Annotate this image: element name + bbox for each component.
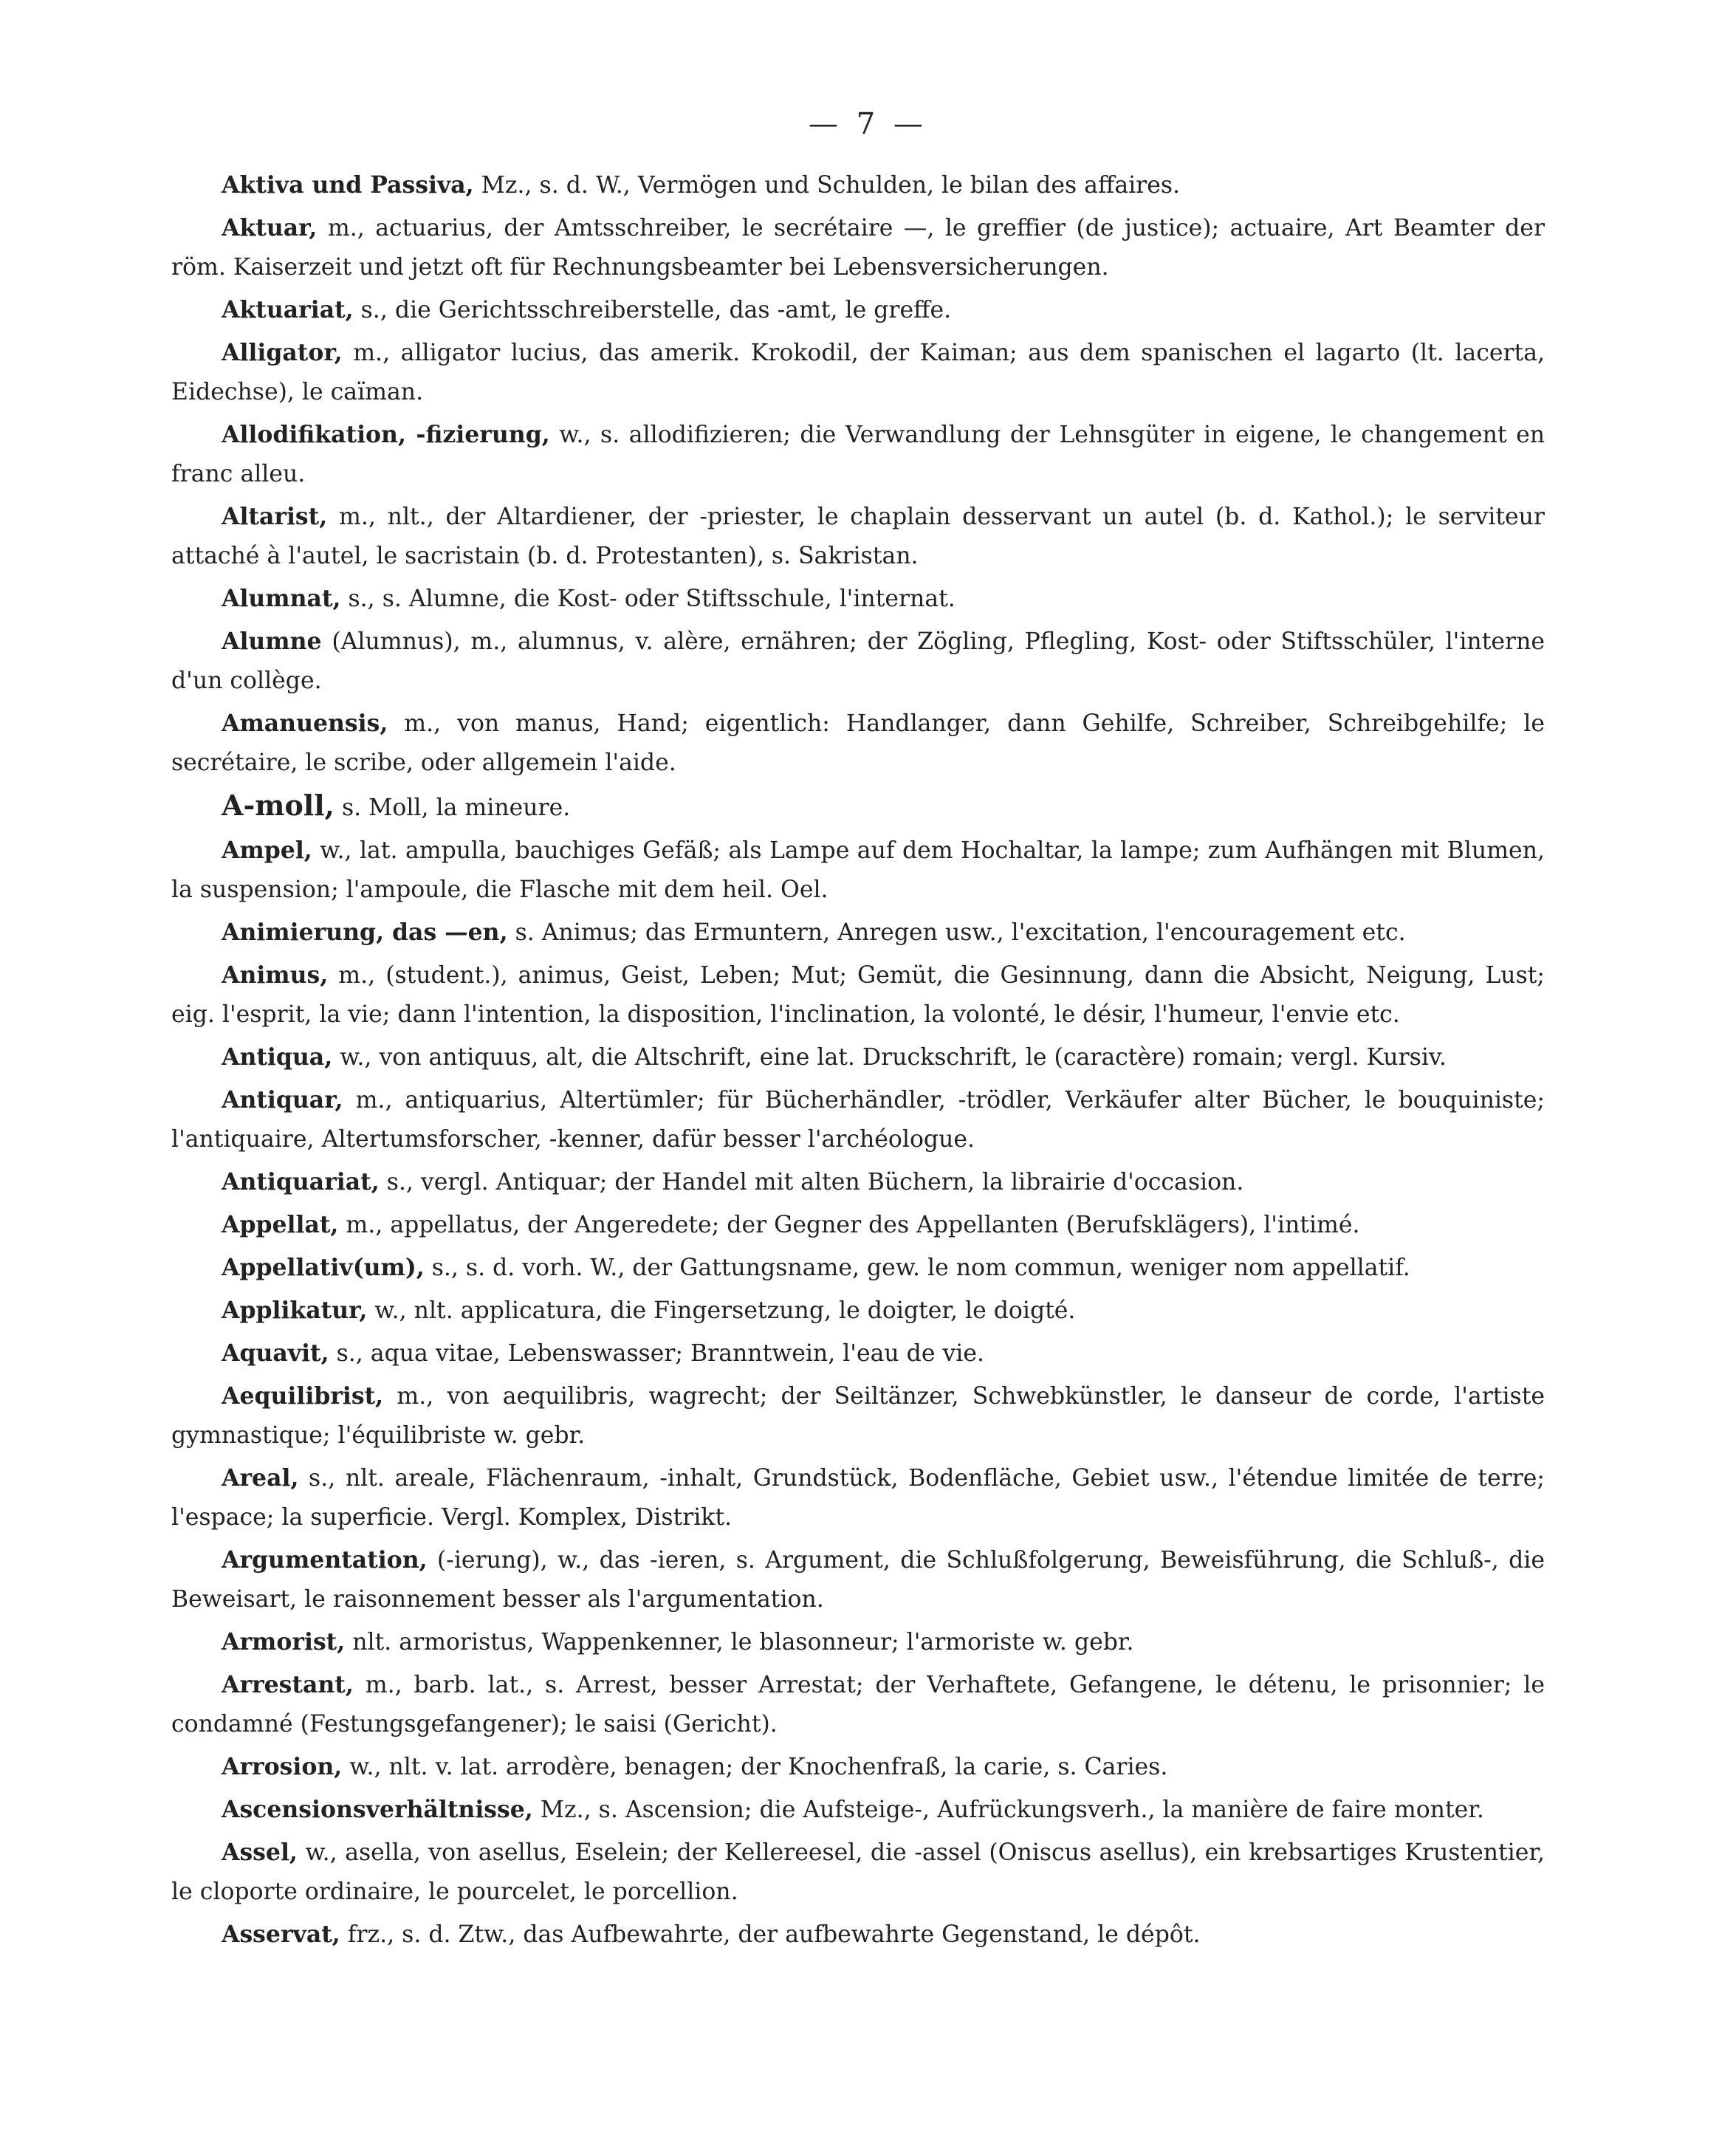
entry-headword: Antiqua, — [222, 1043, 333, 1071]
entry-headword: Areal, — [222, 1464, 299, 1492]
entry-definition: m., von aequilibris, wagrecht; der Seiltänzer, Schwebkünstler, le danseur de corde, l'artiste gymnastique; l'équilibriste w. gebr. — [171, 1383, 1545, 1449]
entry-definition: w., nlt. applicatura, die Fingersetzung, le doigter, le doigté. — [374, 1297, 1076, 1324]
entry-headword: Appellativ(um), — [222, 1254, 425, 1281]
dictionary-entry — [171, 1248, 1545, 1288]
dictionary-entry — [171, 1376, 1545, 1455]
entry-definition: s. Moll, la mineure. — [341, 795, 571, 821]
entry-headword: Alligator, — [222, 339, 343, 366]
entry-definition: Mz., s. d. W., Vermögen und Schulden, le bilan des affaires. — [481, 172, 1181, 199]
entry-definition: nlt. armoristus, Wappenkenner, le blasonneur; l'armoriste w. gebr. — [352, 1629, 1134, 1656]
entry-definition: m., actuarius, der Amtsschreiber, le secrétaire —, le greffier (de justice); actuaire, Art Beamter der röm. Kaiserzeit und jetzt oft für Rechnungsbeamter bei Lebensversicherungen. — [171, 215, 1545, 281]
entry-headword: A-moll, — [222, 789, 334, 822]
dictionary-entry — [171, 786, 1545, 828]
dictionary-entry — [171, 1540, 1545, 1619]
entry-headword: Antiquar, — [222, 1086, 343, 1114]
dictionary-entry — [171, 1665, 1545, 1744]
entry-definition: w., nlt. v. lat. arrodère, benagen; der Knochenfraß, la carie, s. Caries. — [349, 1754, 1168, 1780]
entry-headword: Alumnat, — [222, 585, 341, 612]
entry-headword: Applikatur, — [222, 1297, 368, 1324]
dictionary-entry — [171, 1458, 1545, 1537]
dictionary-entry — [171, 1162, 1545, 1202]
page-number: — 7 — — [809, 107, 927, 141]
entry-headword: Armorist, — [222, 1628, 346, 1656]
dictionary-entry — [171, 913, 1545, 953]
dictionary-entry — [171, 165, 1545, 205]
entry-definition: Mz., s. Ascension; die Aufsteige-, Aufrückungsverh., la manière de faire monter. — [540, 1797, 1484, 1823]
entry-definition: s., aqua vitae, Lebenswasser; Branntwein, l'eau de vie. — [336, 1340, 985, 1367]
entry-headword: Aktuar, — [222, 214, 318, 241]
entry-definition: w., asella, von asellus, Eselein; der Kellereesel, die -assel (Oniscus asellus), ein krebsartiges Krustentier, le cloporte ordinaire, le pourcelet, le porcellion. — [171, 1839, 1545, 1905]
dictionary-entry — [171, 290, 1545, 330]
entry-headword: Allodifikation, -fizierung, — [222, 421, 550, 448]
dictionary-entry — [171, 1747, 1545, 1787]
entry-headword: Antiquariat, — [222, 1168, 380, 1195]
entry-headword: Animus, — [222, 961, 329, 989]
entry-definition: m., antiquarius, Altertümler; für Bücherhändler, -trödler, Verkäufer alter Bücher, le bouquiniste; l'antiquaire, Altertumsforscher, -kenner, dafür besser l'archéologue. — [171, 1087, 1545, 1153]
entry-headword: Arrestant, — [222, 1671, 354, 1698]
entry-definition: m., nlt., der Altardiener, der -priester, le chaplain desservant un autel (b. d. Kathol.); le serviteur attaché à l'autel, le sacristain (b. d. Protestanten), s. Sakristan. — [171, 504, 1545, 569]
entry-definition: w., von antiquus, alt, die Altschrift, eine lat. Druckschrift, le (caractère) romain; vergl. Kursiv. — [340, 1044, 1447, 1071]
dictionary-entry — [171, 704, 1545, 783]
entry-definition: frz., s. d. Ztw., das Aufbewahrte, der aufbewahrte Gegenstand, le dépôt. — [347, 1921, 1201, 1948]
entry-headword: Arrosion, — [222, 1753, 343, 1780]
entry-headword: Aktuariat, — [222, 296, 354, 323]
entry-definition: s., nlt. areale, Flächenraum, -inhalt, Grundstück, Bodenfläche, Gebiet usw., l'étendue limitée de terre; l'espace; la superficie. Vergl. Komplex, Distrikt. — [171, 1465, 1545, 1531]
entry-headword: Aequilibrist, — [222, 1382, 384, 1410]
dictionary-entry — [171, 1334, 1545, 1373]
entry-headword: Alumne — [222, 628, 322, 655]
entry-headword: Altarist, — [222, 503, 328, 530]
entry-definition: w., lat. ampulla, bauchiges Gefäß; als Lampe auf dem Hochaltar, la lampe; zum Aufhängen mit Blumen, la suspension; l'ampoule, die Flasche mit dem heil. Oel. — [171, 837, 1545, 903]
entry-definition: (-ierung), w., das -ieren, s. Argument, die Schlußfolgerung, Beweisführung, die Schluß-, die Beweisart, le raisonnement besser als l'argumentation. — [171, 1547, 1545, 1613]
dictionary-entry — [171, 1915, 1545, 1955]
entry-definition: (Alumnus), m., alumnus, v. alère, ernähren; der Zögling, Pflegling, Kost- oder Stiftsschüler, l'interne d'un collège. — [171, 628, 1545, 694]
entry-definition: m., appellatus, der Angeredete; der Gegner des Appellanten (Berufsklägers), l'intimé. — [346, 1212, 1360, 1238]
entry-headword: Assel, — [222, 1839, 298, 1866]
entry-headword: Ascensionsverhältnisse, — [222, 1796, 533, 1823]
entry-headword: Aktiva und Passiva, — [222, 171, 474, 199]
entry-headword: Aquavit, — [222, 1339, 329, 1367]
dictionary-entry — [171, 1037, 1545, 1077]
entry-definition: m., alligator lucius, das amerik. Krokodil, der Kaiman; aus dem spanischen el lagarto (lt. lacerta, Eidechse), le caïman. — [171, 340, 1545, 405]
dictionary-entry — [171, 956, 1545, 1035]
dictionary-entry — [171, 333, 1545, 412]
dictionary-entry — [171, 208, 1545, 287]
entry-headword: Amanuensis, — [222, 710, 388, 737]
entry-definition: s. Animus; das Ermuntern, Anregen usw., l'excitation, l'encouragement etc. — [515, 919, 1406, 946]
entry-definition: m., (student.), animus, Geist, Leben; Mut; Gemüt, die Gesinnung, dann die Absicht, Neigung, Lust; eig. l'esprit, la vie; dann l'intention, la disposition, l'inclination, la volonté, le désir, l'humeur, l'envie etc. — [171, 962, 1545, 1028]
entry-definition: m., von manus, Hand; eigentlich: Handlanger, dann Gehilfe, Schreiber, Schreibgehilfe; le secrétaire, le scribe, oder allgemein l'aide. — [171, 710, 1545, 776]
dictionary-entry — [171, 1291, 1545, 1331]
dictionary-entry — [171, 415, 1545, 494]
dictionary-entry — [171, 1080, 1545, 1159]
entry-definition: m., barb. lat., s. Arrest, besser Arrestat; der Verhaftete, Gefangene, le détenu, le prisonnier; le condamné (Festungsgefangener); le saisi (Gericht). — [171, 1672, 1545, 1737]
dictionary-entry — [171, 622, 1545, 701]
dictionary-entry — [171, 831, 1545, 910]
entry-headword: Animierung, das —en, — [222, 919, 508, 946]
dictionary-entry — [171, 497, 1545, 576]
entry-definition: w., s. allodifizieren; die Verwandlung der Lehnsgüter in eigene, le changement en franc alleu. — [171, 422, 1545, 487]
dictionary-entry — [171, 1622, 1545, 1662]
dictionary-entry — [171, 1205, 1545, 1245]
dictionary-entry — [171, 1790, 1545, 1830]
entry-definition: s., die Gerichtsschreiberstelle, das -amt, le greffe. — [360, 297, 952, 323]
entry-definition: s., s. d. vorh. W., der Gattungsname, gew. le nom commun, weniger nom appellatif. — [431, 1255, 1410, 1281]
dictionary-entry — [171, 579, 1545, 619]
entry-headword: Argumentation, — [222, 1546, 428, 1574]
entry-definition: s., s. Alumne, die Kost- oder Stiftsschule, l'internat. — [348, 586, 956, 612]
entry-headword: Asservat, — [222, 1921, 340, 1948]
dictionary-entry — [171, 1833, 1545, 1912]
entries-list — [171, 165, 1545, 1958]
entry-headword: Appellat, — [222, 1211, 339, 1238]
entry-headword: Ampel, — [222, 837, 312, 864]
entry-definition: s., vergl. Antiquar; der Handel mit alten Büchern, la librairie d'occasion. — [386, 1169, 1244, 1195]
